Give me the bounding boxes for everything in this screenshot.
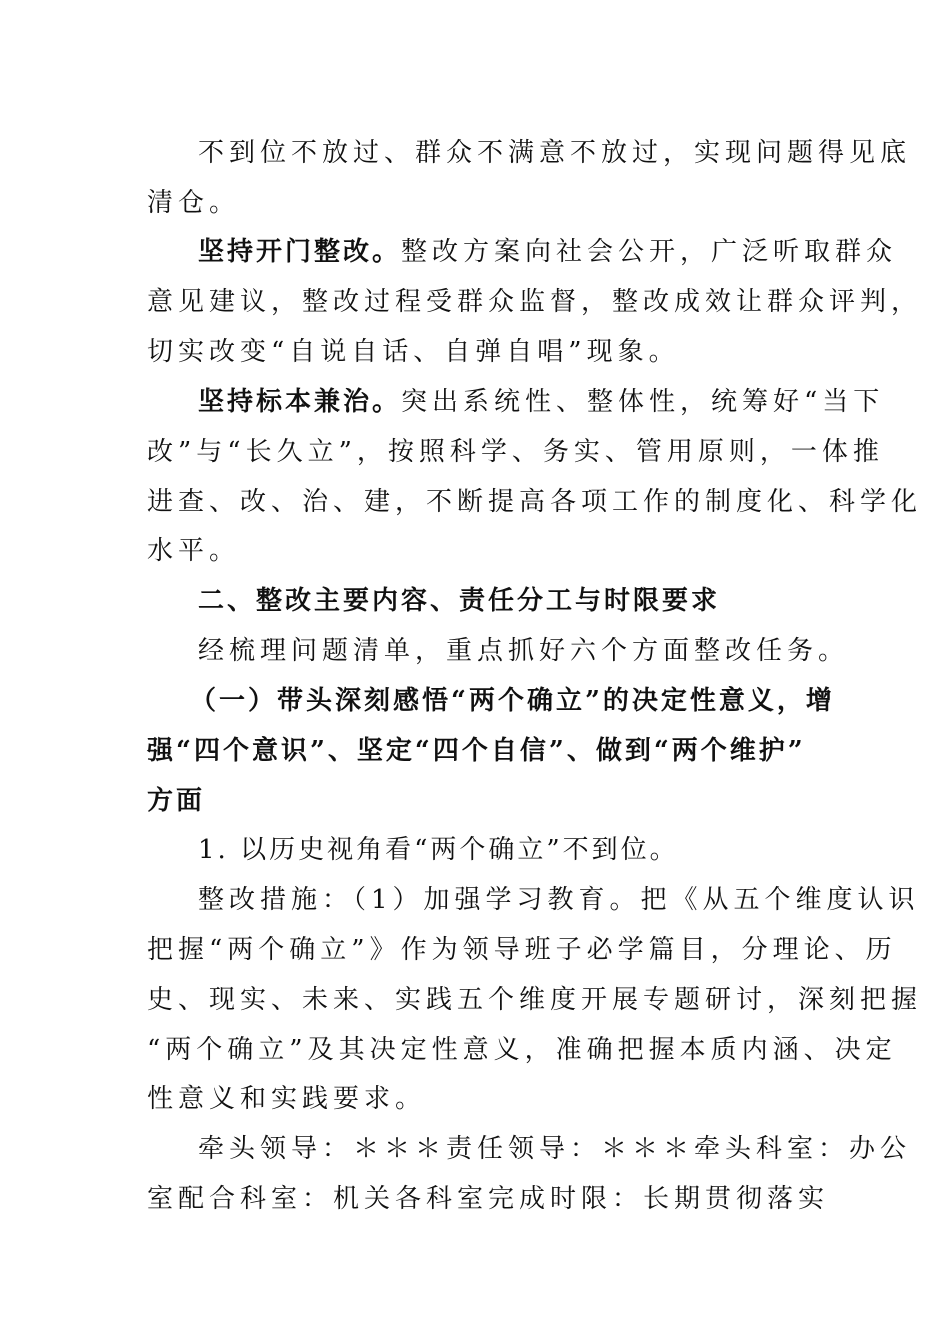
- paragraph-lead-bold: 坚持标本兼治。: [198, 387, 402, 417]
- text-line: 清仓。: [147, 188, 241, 218]
- text-line: 整改措施：（1）加强学习教育。把《从五个维度认识: [198, 885, 920, 915]
- paragraph-lead-bold: 坚持开门整改。: [198, 237, 402, 267]
- text-line: 不到位不放过、群众不满意不放过，实现问题得见底: [198, 138, 912, 168]
- responsibility-line: 牵头领导：＊＊＊责任领导：＊＊＊牵头科室：办公: [198, 1134, 912, 1164]
- item-heading: 1. 以历史视角看“两个确立”不到位。: [198, 835, 679, 865]
- responsibility-line: 室配合科室：机关各科室完成时限：长期贯彻落实: [147, 1184, 830, 1214]
- text-line: 水平。: [147, 536, 241, 566]
- text-line: 经梳理问题清单，重点抓好六个方面整改任务。: [198, 636, 850, 666]
- paragraph-open-rectification: [198, 236, 898, 268]
- text-line: 切实改变“自说自话、自弹自唱”现象。: [147, 337, 680, 367]
- text-line: 性意义和实践要求。: [147, 1084, 427, 1114]
- subsection-heading-cont: 方面: [147, 786, 206, 816]
- section-heading: 二、整改主要内容、责任分工与时限要求: [198, 586, 721, 616]
- text-line: 进查、改、治、建，不断提高各项工作的制度化、科学化: [147, 487, 923, 517]
- text-line: 意见建议，整改过程受群众监督，整改成效让群众评判，: [147, 287, 923, 317]
- paragraph-text: 整改方案向社会公开，广泛听取群众: [401, 237, 898, 267]
- paragraph-text: 突出系统性、整体性，统筹好“当下: [401, 387, 885, 417]
- text-line: “两个确立”及其决定性意义，准确把握本质内涵、决定: [147, 1035, 897, 1065]
- text-line: 改”与“长久立”，按照科学、务实、管用原则，一体推: [147, 437, 884, 467]
- text-line: 史、现实、未来、实践五个维度开展专题研讨，深刻把握: [147, 985, 923, 1015]
- text-line: 把握“两个确立”》作为领导班子必学篇目，分理论、历: [147, 935, 897, 965]
- paragraph-root-and-branch: [198, 386, 885, 418]
- subsection-heading-cont: 强“四个意识”、坚定“四个自信”、做到“两个维护”: [147, 736, 806, 766]
- subsection-heading: （一）带头深刻感悟“两个确立”的决定性意义，增: [190, 686, 835, 716]
